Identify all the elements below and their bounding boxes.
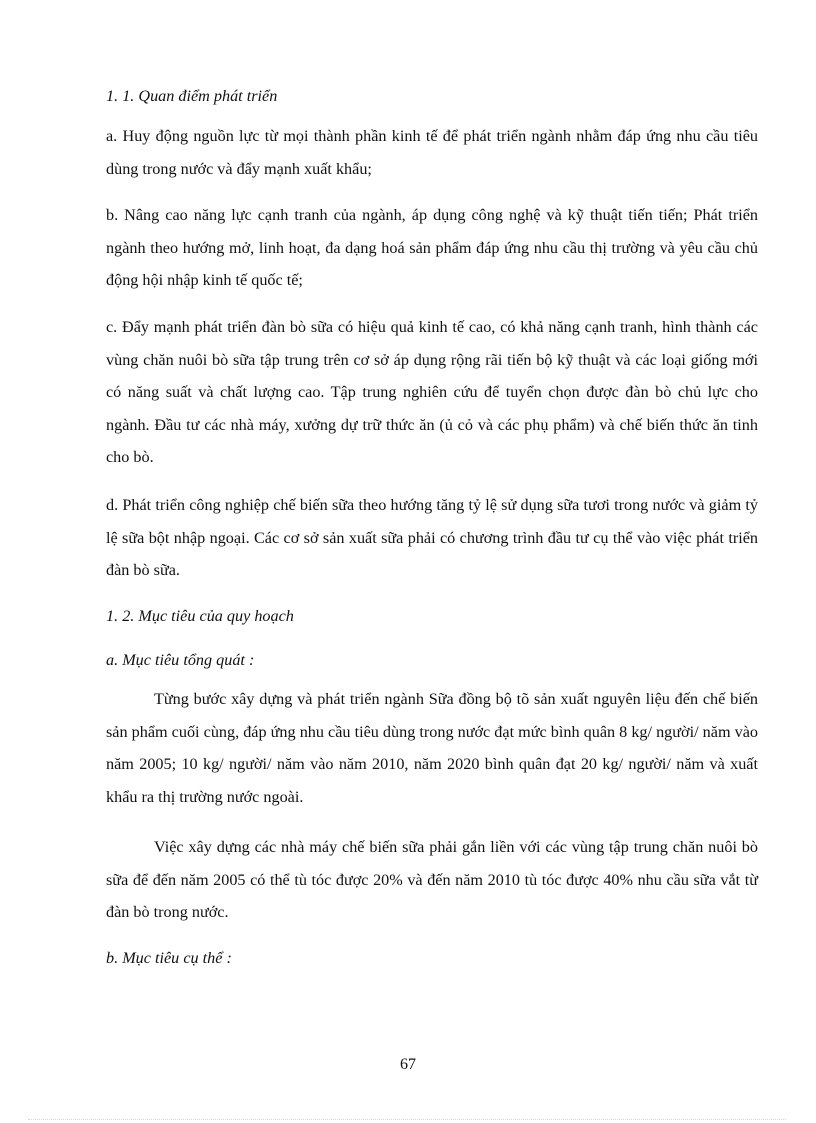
section-heading-planning-goals: 1. 2. Mục tiêu của quy hoạch bbox=[106, 607, 294, 625]
paragraph-d: d. Phát triển công nghiệp chế biến sữa theo hướng tăng tỷ lệ sử dụng sữa tươi trong nước và giảm tỷ lệ sữa bột nhập ngoại. Các cơ sở sản xuất sữa phải có chương trình đầu tư cụ thể vào việc phát triển đàn bò sữa. bbox=[106, 496, 758, 580]
paragraph-a: a. Huy động nguồn lực từ mọi thành phần kinh tế để phát triển ngành nhằm đáp ứng nhu cầu tiêu dùng trong nước và đẩy mạnh xuất khẩu; bbox=[106, 127, 758, 178]
general-goal-paragraph-2: Việc xây dựng các nhà máy chế biến sữa phải gắn liền với các vùng tập trung chăn nuôi bò sữa để đến năm 2005 có thể tù tóc được 20% và đến năm 2010 tù tóc được 40% nhu cầu sữa vắt từ đàn bò trong nước. bbox=[106, 838, 758, 922]
section-heading-viewpoints: 1. 1. Quan điểm phát triển bbox=[106, 87, 278, 105]
page-number: 67 bbox=[400, 1056, 416, 1073]
footer-divider bbox=[28, 1119, 786, 1120]
subheading-specific-goal: b. Mục tiêu cụ thể : bbox=[106, 949, 232, 967]
general-goal-paragraph-1: Từng bước xây dựng và phát triển ngành Sữa đồng bộ tõ sản xuất nguyên liệu đến chế biến sản phẩm cuối cùng, đáp ứng nhu cầu tiêu dùng trong nước đạt mức bình quân 8 kg/ người/ năm vào năm 2005; 10 kg/ người/ năm vào năm 2010, năm 2020 bình quân đạt 20 kg/ người/ năm và xuất khẩu ra thị trường nước ngoài. bbox=[106, 690, 758, 806]
subheading-general-goal: a. Mục tiêu tổng quát : bbox=[106, 651, 255, 669]
paragraph-c: c. Đẩy mạnh phát triển đàn bò sữa có hiệu quả kinh tế cao, có khả năng cạnh tranh, hình thành các vùng chăn nuôi bò sữa tập trung trên cơ sở áp dụng rộng rãi tiến bộ kỹ thuật và các loại giống mới có năng suất và chất lượng cao. Tập trung nghiên cứu để tuyển chọn được đàn bò chủ lực cho ngành. Đầu tư các nhà máy, xưởng dự trữ thức ăn (ủ cỏ và các phụ phẩm) và chế biến thức ăn tinh cho bò. bbox=[106, 318, 758, 467]
paragraph-b: b. Nâng cao năng lực cạnh tranh của ngành, áp dụng công nghệ và kỹ thuật tiến tiến; Phát triển ngành theo hướng mở, linh hoạt, đa dạng hoá sản phẩm đáp ứng nhu cầu thị trường và yêu cầu chủ động hội nhập kinh tế quốc tế; bbox=[106, 206, 758, 290]
